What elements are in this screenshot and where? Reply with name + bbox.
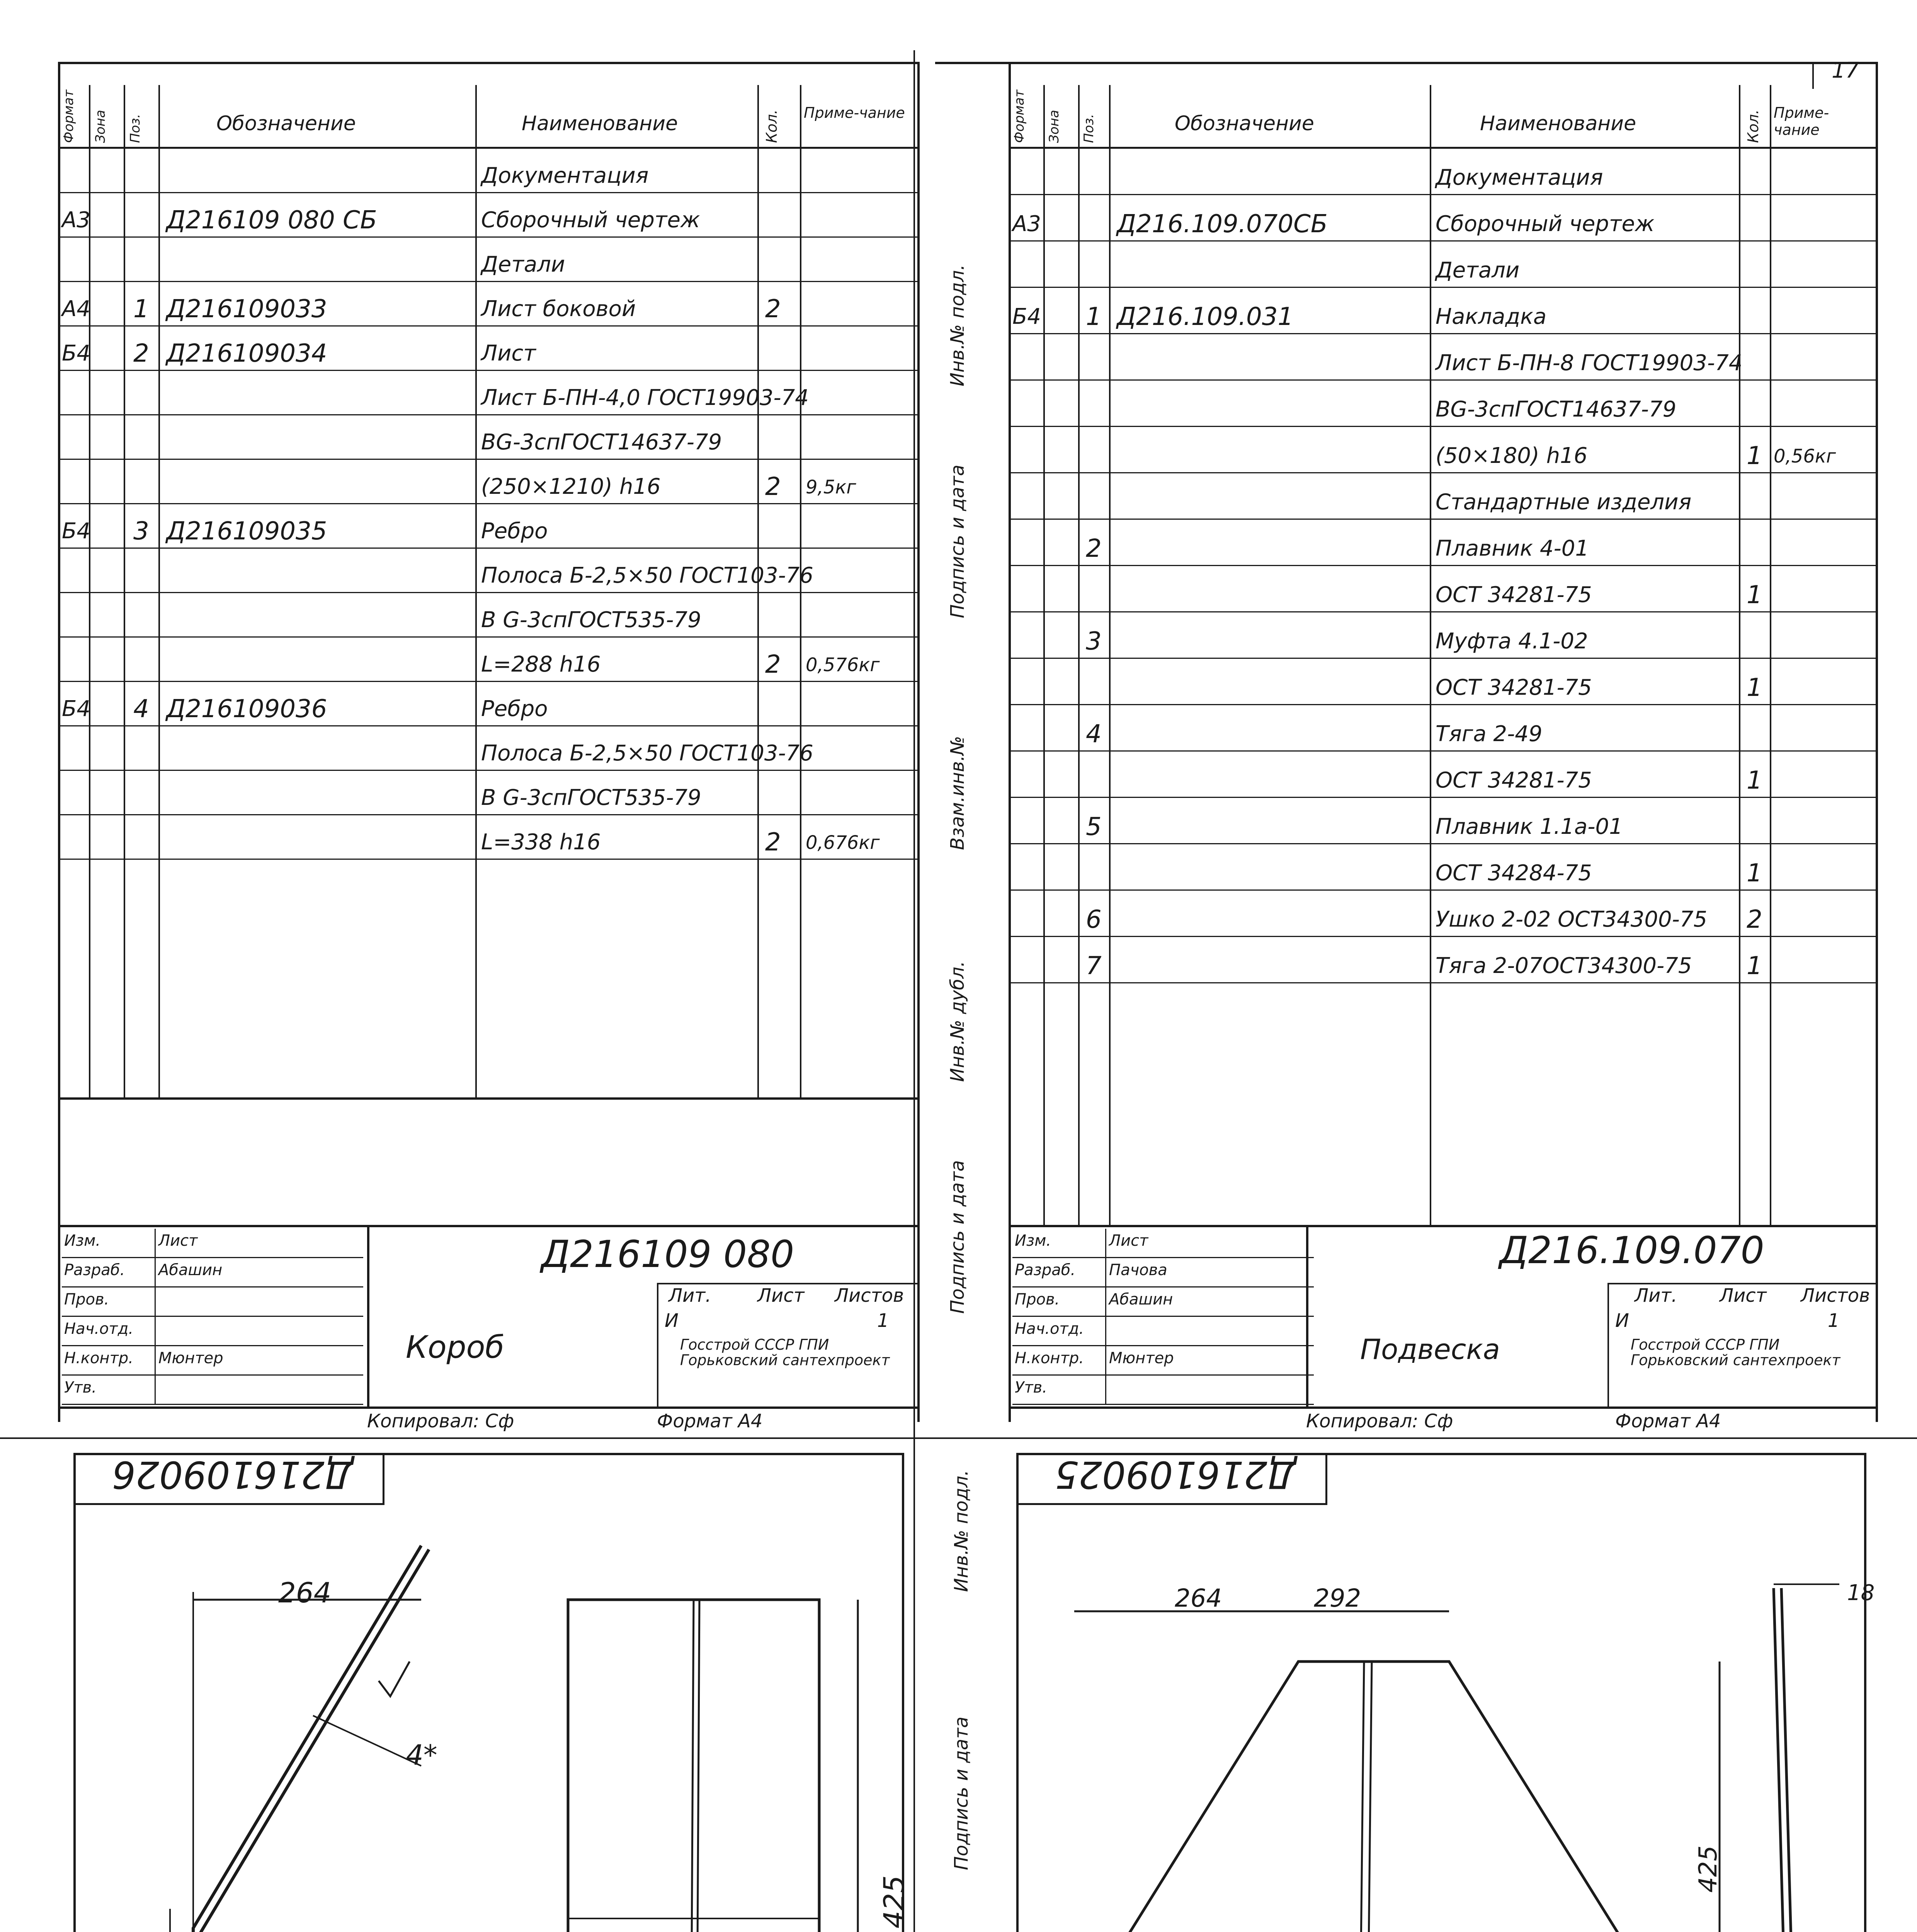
cell-name: Документация xyxy=(481,163,649,188)
cell-name: Лист Б-ПН-4,0 ГОСТ19903-74 xyxy=(481,385,809,410)
col-designation-header: Обозначение xyxy=(1175,112,1314,135)
cell-name: Стандартные изделия xyxy=(1436,490,1692,515)
row-divider xyxy=(58,725,920,726)
cell-pos: 4 xyxy=(133,695,149,723)
side-label: Взам.инв.№ xyxy=(947,736,968,850)
stamp-name: Абашин xyxy=(158,1261,223,1279)
cell-name: Полоса Б-2,5×50 ГОСТ103-76 xyxy=(481,741,813,766)
stamp-row-divider xyxy=(1012,1345,1314,1346)
side-label: Инв.№ дубл. xyxy=(947,961,968,1082)
spec-sheet-right xyxy=(927,0,1917,1430)
cell-name: Муфта 4.1-02 xyxy=(1436,629,1588,654)
cell-qty: 2 xyxy=(765,295,781,323)
page-number: 17 xyxy=(1832,58,1859,83)
dim-thickness: 4* xyxy=(406,1739,437,1771)
cell-name: Лист боковой xyxy=(481,296,636,321)
row-divider xyxy=(1009,565,1878,566)
stamp-name: Мюнтер xyxy=(158,1349,223,1367)
col-name-header: Наименование xyxy=(522,112,678,135)
sheets-value: 1 xyxy=(1828,1310,1840,1332)
cell-name: ОСТ 34284-75 xyxy=(1436,861,1592,886)
row-divider xyxy=(1009,240,1878,242)
stamp-row-divider xyxy=(1012,1404,1314,1405)
col-zone-header: Зона xyxy=(93,110,108,143)
drawing-code-flipped xyxy=(112,1453,354,1496)
cell-qty: 1 xyxy=(1747,581,1762,609)
stamp-row-divider xyxy=(1012,1316,1314,1317)
dim-292: 292 xyxy=(1314,1584,1361,1613)
lit-value: И xyxy=(1615,1310,1629,1332)
col-qty-header: Кол. xyxy=(1745,109,1762,143)
split-line-b xyxy=(1368,1662,1372,1932)
org-name: Госстрой СССР ГПИ Горьковский сантехпроект xyxy=(1631,1336,1840,1369)
split-line-a xyxy=(1360,1662,1364,1932)
cell-pos: 3 xyxy=(1086,627,1102,656)
lit-label: Лит. xyxy=(1635,1285,1677,1306)
cell-note: 9,5кг xyxy=(806,476,856,498)
cell-name: Полоса Б-2,5×50 ГОСТ103-76 xyxy=(481,563,813,588)
cell-pos: 1 xyxy=(1086,303,1102,331)
row-divider xyxy=(58,814,920,815)
stamp-row-divider xyxy=(1012,1286,1314,1287)
row-divider xyxy=(1009,658,1878,659)
row-divider xyxy=(1009,750,1878,752)
cell-name: Сборочный чертеж xyxy=(481,207,700,233)
row-divider xyxy=(1009,982,1878,983)
side-label: Инв.№ подл. xyxy=(947,264,968,386)
cell-name: Детали xyxy=(481,252,565,277)
side-label: Подпись и дата xyxy=(951,1716,972,1870)
spec-sheet-left xyxy=(0,0,927,1430)
row-divider xyxy=(1009,889,1878,891)
fold-line-b xyxy=(697,1600,699,1932)
row-divider xyxy=(1009,194,1878,195)
stamp-role: Нач.отд. xyxy=(64,1320,134,1338)
side-sheet-drawing xyxy=(73,1546,885,1932)
dim-425: 425 xyxy=(1694,1845,1723,1893)
cell-name: Лист Б-ПН-8 ГОСТ19903-74 xyxy=(1436,350,1743,376)
title-code: Д216109 080 xyxy=(541,1233,794,1276)
thickness-leader xyxy=(313,1716,421,1766)
cell-pos: 4 xyxy=(1086,720,1102,748)
sheets-label: Листов xyxy=(835,1285,904,1306)
stamp-role: Н.контр. xyxy=(64,1349,133,1367)
lit-value: И xyxy=(665,1310,679,1332)
cell-designation: Д216109036 xyxy=(166,695,327,723)
drawing-code-text: Д216109025 xyxy=(1055,1453,1296,1496)
row-divider xyxy=(58,459,920,460)
stamp-name: Абашин xyxy=(1109,1291,1173,1308)
cell-name: ОСТ 34281-75 xyxy=(1436,582,1592,607)
dim-425: 425 xyxy=(878,1875,910,1929)
stamp-role: Изм. xyxy=(1015,1232,1051,1250)
col-note-header: Приме-чание xyxy=(804,104,905,121)
cell-name: Сборочный чертеж xyxy=(1436,211,1655,236)
dim-264: 264 xyxy=(1175,1584,1222,1613)
stamp-row-divider xyxy=(62,1404,363,1405)
row-divider xyxy=(1009,472,1878,473)
stamp-role: Разраб. xyxy=(1015,1261,1076,1279)
front-sheet-drawing xyxy=(1016,1546,1866,1932)
cell-designation: Д216109034 xyxy=(166,339,327,368)
cell-name: (50×180) h16 xyxy=(1436,443,1588,468)
cell-name: Тяга 2-49 xyxy=(1436,721,1543,747)
stamp-row-divider xyxy=(62,1316,363,1317)
col-designation-header: Обозначение xyxy=(216,112,356,135)
stamp-role: Разраб. xyxy=(64,1261,125,1279)
format-label: Формат А4 xyxy=(657,1410,763,1432)
dim-264: 264 xyxy=(278,1577,332,1609)
lit-label: Лит. xyxy=(668,1285,711,1306)
row-divider xyxy=(1009,843,1878,844)
row-divider xyxy=(1009,936,1878,937)
row-divider xyxy=(58,192,920,193)
row-divider xyxy=(1009,797,1878,798)
cell-name: ОСТ 34281-75 xyxy=(1436,675,1592,700)
drawing-code-text: Д216109026 xyxy=(112,1453,354,1496)
row-divider xyxy=(58,859,920,860)
cell-designation: Д216.109.031 xyxy=(1117,303,1294,331)
cell-name: Ребро xyxy=(481,519,548,544)
cell-name: Плавник 4-01 xyxy=(1436,536,1589,561)
stamp-row-divider xyxy=(62,1374,363,1376)
sheets-label: Листов xyxy=(1801,1285,1870,1306)
stamp-role: Изм. xyxy=(64,1232,101,1250)
stamp-role: Н.контр. xyxy=(1015,1349,1084,1367)
row-divider xyxy=(58,770,920,771)
stamp-col-divider xyxy=(155,1229,156,1405)
title-code: Д216.109.070 xyxy=(1499,1229,1764,1272)
cell-designation: Д216.109.070СБ xyxy=(1117,210,1328,238)
stamp-row-divider xyxy=(1012,1257,1314,1258)
cell-name: L=338 h16 xyxy=(481,830,601,855)
row-divider xyxy=(1009,333,1878,334)
cell-pos: 2 xyxy=(1086,534,1102,563)
cell-format: А3 xyxy=(1012,211,1041,236)
title-name: Подвеска xyxy=(1360,1333,1500,1366)
col-format-header: Формат xyxy=(1012,90,1027,143)
row-divider xyxy=(58,281,920,282)
cell-qty: 2 xyxy=(765,473,781,501)
cell-note: 0,576кг xyxy=(806,654,880,676)
cell-note: 0,676кг xyxy=(806,832,880,854)
cell-designation: Д216109035 xyxy=(166,517,327,546)
col-pos-header: Поз. xyxy=(1081,114,1097,143)
stamp-role: Пров. xyxy=(64,1291,109,1308)
cell-pos: 7 xyxy=(1086,952,1102,980)
cell-name: ВG-3спГОСТ14637-79 xyxy=(1436,397,1677,422)
cell-qty: 1 xyxy=(1747,673,1762,702)
row-divider xyxy=(58,236,920,238)
cell-qty: 2 xyxy=(1747,905,1762,934)
col-format-header: Формат xyxy=(61,90,77,143)
cell-name: Документация xyxy=(1436,165,1603,190)
cell-qty: 1 xyxy=(1747,859,1762,888)
cell-pos: 1 xyxy=(133,295,149,323)
cell-qty: 1 xyxy=(1747,952,1762,980)
org-name: Госстрой СССР ГПИ Горьковский сантехпроект xyxy=(680,1336,890,1369)
sheets-value: 1 xyxy=(877,1310,889,1332)
cell-name: Тяга 2-07ОСТ34300-75 xyxy=(1436,953,1692,978)
stamp-row-divider xyxy=(62,1257,363,1258)
side-label: Инв.№ подл. xyxy=(951,1470,972,1592)
format-label: Формат А4 xyxy=(1615,1410,1721,1432)
cell-format: А4 xyxy=(62,296,90,321)
row-divider xyxy=(58,325,920,327)
cell-name: Детали xyxy=(1436,258,1520,283)
cell-name: Плавник 1.1а-01 xyxy=(1436,814,1623,839)
cell-note: 0,56кг xyxy=(1774,446,1836,467)
roughness-symbol xyxy=(379,1662,410,1696)
side-profile-inner xyxy=(1781,1588,1799,1932)
cell-format: Б4 xyxy=(62,341,91,366)
stamp-role: Утв. xyxy=(64,1379,97,1396)
stamp-row-divider xyxy=(62,1286,363,1287)
stamp-col-divider xyxy=(1105,1229,1106,1405)
title-name: Короб xyxy=(406,1329,504,1365)
cell-designation: Д216109033 xyxy=(166,295,327,323)
row-divider xyxy=(1009,287,1878,288)
cell-pos: 5 xyxy=(1086,813,1102,841)
row-divider xyxy=(1009,519,1878,520)
cell-name: ОСТ 34281-75 xyxy=(1436,768,1592,793)
side-label: Подпись и дата xyxy=(947,1160,968,1314)
row-divider xyxy=(58,414,920,415)
drawing-code-flipped xyxy=(1055,1453,1296,1496)
dim-18: 18 xyxy=(1847,1580,1875,1605)
row-divider xyxy=(58,592,920,593)
cell-format: Б4 xyxy=(62,519,91,544)
cell-name: Ребро xyxy=(481,696,548,721)
col-name-header: Наименование xyxy=(1480,112,1636,135)
cell-name: Накладка xyxy=(1436,304,1547,329)
stamp-name: Мюнтер xyxy=(1109,1349,1174,1367)
cell-qty: 2 xyxy=(765,828,781,857)
sheet-label: Лист xyxy=(757,1285,805,1306)
trapezoid-outline xyxy=(1082,1662,1665,1932)
side-label: Подпись и дата xyxy=(947,464,968,618)
row-divider xyxy=(1009,426,1878,427)
stamp-role: Утв. xyxy=(1015,1379,1047,1396)
stamp-role: Пров. xyxy=(1015,1291,1060,1308)
row-divider xyxy=(58,370,920,371)
cell-pos: 3 xyxy=(133,517,149,546)
cell-name: В G-3спГОСТ535-79 xyxy=(481,607,701,633)
row-divider xyxy=(58,636,920,638)
stamp-name: Лист xyxy=(158,1232,198,1250)
copied-label: Копировал: Сф xyxy=(1306,1410,1453,1432)
row-divider xyxy=(58,503,920,504)
cell-designation: Д216109 080 СБ xyxy=(166,206,377,235)
cell-pos: 6 xyxy=(1086,905,1102,934)
sheet-label: Лист xyxy=(1720,1285,1767,1306)
drawing-sheet-right xyxy=(927,1430,1917,1932)
cell-name: (250×1210) h16 xyxy=(481,474,661,499)
stamp-row-divider xyxy=(62,1345,363,1346)
row-divider xyxy=(58,548,920,549)
cell-name: Ушко 2-02 ОСТ34300-75 xyxy=(1436,907,1708,932)
cell-name: В G-3спГОСТ535-79 xyxy=(481,785,701,810)
stamp-name: Пачова xyxy=(1109,1261,1167,1279)
cell-format: Б4 xyxy=(62,696,91,721)
cell-name: L=288 h16 xyxy=(481,652,601,677)
cell-format: Б4 xyxy=(1012,304,1041,329)
row-divider xyxy=(1009,379,1878,381)
row-divider xyxy=(1009,704,1878,705)
stamp-row-divider xyxy=(1012,1374,1314,1376)
cell-format: А3 xyxy=(62,207,90,233)
col-zone-header: Зона xyxy=(1046,110,1062,143)
cell-qty: 1 xyxy=(1747,442,1762,470)
cell-name: ВG-3спГОСТ14637-79 xyxy=(481,430,722,455)
cell-pos: 2 xyxy=(133,339,149,368)
row-divider xyxy=(58,681,920,682)
cell-name: Лист xyxy=(481,341,536,366)
drawing-sheet-left xyxy=(0,1430,927,1932)
col-note-header: Приме-чание xyxy=(1774,104,1829,138)
copied-label: Копировал: Сф xyxy=(367,1410,514,1432)
row-divider xyxy=(1009,611,1878,612)
stamp-role: Нач.отд. xyxy=(1015,1320,1084,1338)
cell-qty: 2 xyxy=(765,650,781,679)
fold-line-a xyxy=(692,1600,694,1932)
cell-qty: 1 xyxy=(1747,766,1762,795)
col-qty-header: Кол. xyxy=(763,109,780,143)
stamp-name: Лист xyxy=(1109,1232,1148,1250)
col-pos-header: Поз. xyxy=(128,114,143,143)
